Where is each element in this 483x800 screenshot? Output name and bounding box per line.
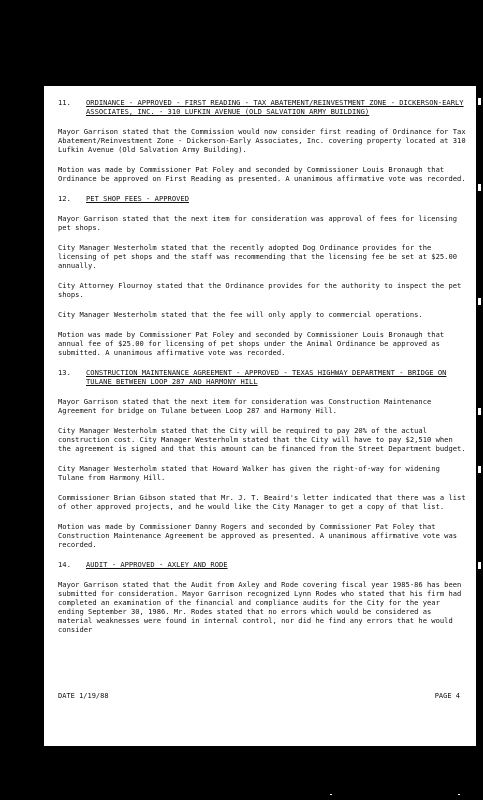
scan-margin-mark: [478, 466, 481, 473]
paragraph: Mayor Garrison stated that the Commission would now consider first reading of Ordinance for Tax Abatement/Reinvestment Zone - Dickerson-Early Associates, Inc. covering property located at 310 Lufkin Avenue (Old Salvation Army Building).: [58, 127, 466, 154]
item-12-heading: [58, 194, 468, 203]
scan-margin-mark: [478, 98, 481, 105]
scan-speck: [330, 794, 332, 795]
page-footer: [58, 692, 460, 700]
item-14-heading: [58, 560, 468, 569]
paragraph: City Manager Westerholm stated that the recently adopted Dog Ordinance provides for the licensing of pet shops and the staff was recommending that the licensing fee be set at $25.00 annually.: [58, 243, 458, 270]
paragraph: City Attorney Flournoy stated that the Ordinance provides for the authority to inspect the pet shops.: [58, 281, 462, 299]
paragraph: Mayor Garrison stated that the next item for consideration was Construction Maintenance Agreement for bridge on Tulane between Loop 287 and Harmony Hill.: [58, 397, 432, 415]
paragraph: Commissioner Brian Gibson stated that Mr. J. T. Beaird's letter indicated that there was a list of other approved projects, and he would like the City Manager to get a copy of that list.: [58, 493, 466, 511]
scan-speck: [458, 794, 460, 795]
item-title: CONSTRUCTION MAINTENANCE AGREEMENT - APPROVED - TEXAS HIGHWAY DEPARTMENT - BRIDGE ON TULANE BETWEEN LOOP 287 AND HARMONY HILL: [86, 368, 447, 386]
item-title: AUDIT - APPROVED - AXLEY AND RODE: [86, 560, 228, 569]
scan-margin-mark: [478, 184, 481, 191]
paragraph: City Manager Westerholm stated that the City will be required to pay 20% of the actual construction cost. City Manager Westerholm stated that the City will have to pay $2,510 when the agreement is signed and that this amount can be financed from the Street Department budget.: [58, 426, 466, 453]
paragraph: Mayor Garrison stated that the Audit from Axley and Rode covering fiscal year 1985-86 has been submitted for consideration. Mayor Garrison recognized Lynn Rodes who stated that his firm had completed an examination of the financial and compliance audits for the City for the year ending September 30, 1986. Mr. Rodes stated that no errors which would be considered as material weaknesses were found in internal control, nor did he find any errors that he would consider: [58, 580, 462, 634]
paragraph: City Manager Westerholm stated that the fee will only apply to commercial operations.: [58, 310, 423, 319]
document-page: [44, 86, 476, 746]
paragraph: Motion was made by Commissioner Danny Rogers and seconded by Commissioner Pat Foley that Construction Maintenance Agreement be approved as presented. A unanimous affirmative vote was recorded.: [58, 522, 458, 549]
item-number: 11.: [58, 98, 71, 107]
minutes-content: [58, 98, 468, 645]
paragraph: Motion was made by Commissioner Pat Foley and seconded by Commissioner Louis Bronaugh that Ordinance be approved on First Reading as presented. A unanimous affirmative vote was recorded.: [58, 165, 466, 183]
paragraph: Mayor Garrison stated that the next item for consideration was approval of fees for licensing pet shops.: [58, 214, 458, 232]
paragraph: Motion was made by Commissioner Pat Foley and seconded by Commissioner Louis Bronaugh that annual fee of $25.00 for licensing of pet shops under the Animal Ordinance be approved as submitted. A unanimous affirmative vote was recorded.: [58, 330, 445, 357]
item-number: 13.: [58, 368, 71, 377]
footer-page-number: PAGE 4: [434, 692, 460, 700]
item-title: ORDINANCE - APPROVED - FIRST READING - TAX ABATEMENT/REINVESTMENT ZONE - DICKERSON-EARLY ASSOCIATES, INC. - 310 LUFKIN AVENUE (OLD SALVATION ARMY BUILDING): [86, 98, 464, 116]
paragraph: City Manager Westerholm stated that Howard Walker has given the right-of-way for widening Tulane from Harmony Hill.: [58, 464, 440, 482]
scan-margin-mark: [478, 408, 481, 415]
scan-margin-mark: [478, 562, 481, 569]
item-11-heading: [58, 98, 468, 116]
scan-margin-mark: [478, 298, 481, 305]
footer-date: DATE 1/19/88: [58, 692, 109, 700]
item-number: 12.: [58, 194, 71, 203]
item-title: PET SHOP FEES - APPROVED: [86, 194, 189, 203]
item-number: 14.: [58, 560, 71, 569]
item-13-heading: [58, 368, 468, 386]
